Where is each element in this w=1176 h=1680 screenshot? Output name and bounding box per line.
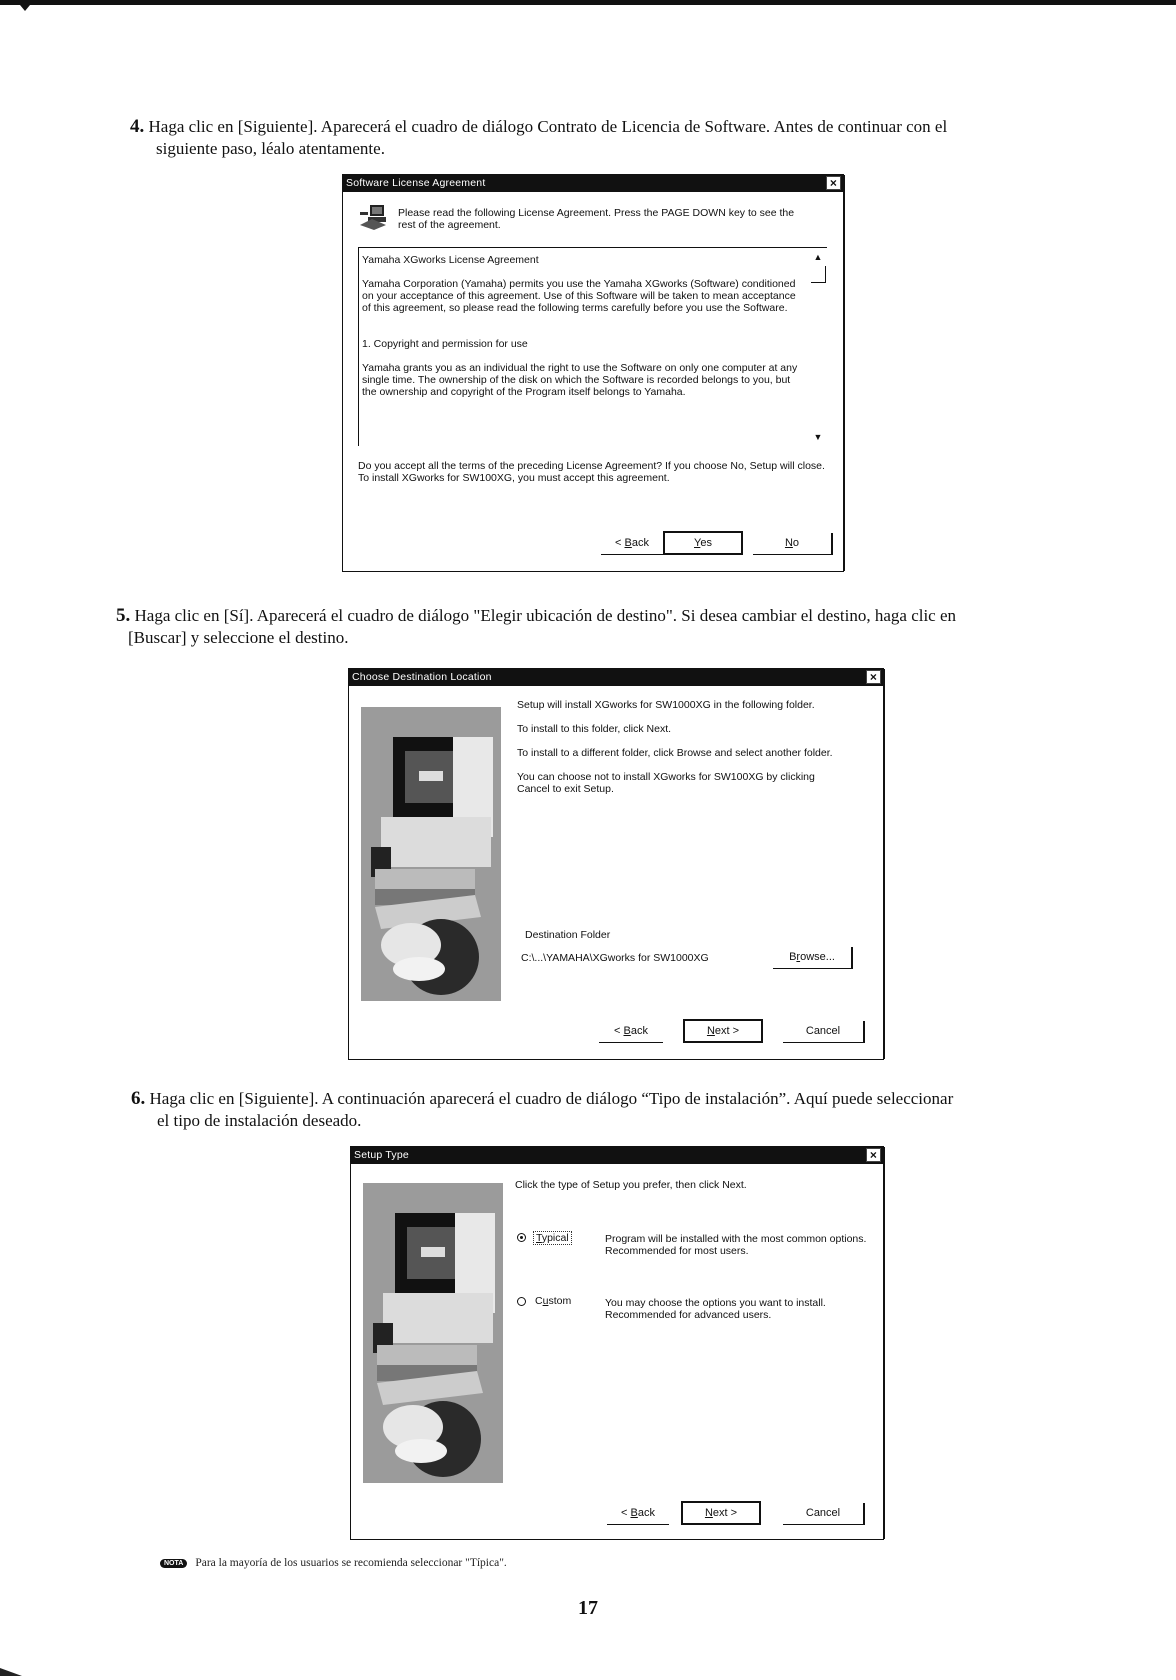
browse-key: r bbox=[796, 951, 801, 963]
step-6 bbox=[131, 1088, 1171, 1132]
step-text-cont: [Buscar] y seleccione el destino. bbox=[128, 628, 349, 647]
step-text-cont: siguiente paso, léalo atentamente. bbox=[156, 139, 385, 158]
license-text bbox=[362, 254, 802, 410]
typical-description: Program will be installed with the most common options. Recommended for most users. bbox=[605, 1233, 867, 1257]
typical-label[interactable] bbox=[533, 1231, 572, 1245]
note-badge: NOTA bbox=[160, 1559, 187, 1568]
note-text: Para la mayoría de los usuarios se recomienda seleccionar "Típica". bbox=[195, 1557, 507, 1569]
instruction-paragraph: To install to this folder, click Next. bbox=[517, 723, 672, 735]
no-rest: o bbox=[792, 537, 800, 549]
custom-description: You may choose the options you want to install. Recommended for advanced users. bbox=[605, 1297, 826, 1321]
crop-mark bbox=[20, 5, 30, 11]
back-rest: ack bbox=[637, 1507, 655, 1519]
back-key: B bbox=[630, 1507, 638, 1519]
no-key: N bbox=[784, 537, 793, 549]
typical-rest: ypical bbox=[541, 1232, 569, 1244]
custom-key: u bbox=[542, 1295, 549, 1307]
scroll-down-icon[interactable]: ▼ bbox=[813, 432, 823, 442]
custom-pre: C bbox=[535, 1295, 543, 1307]
license-dialog bbox=[342, 174, 844, 572]
instruction-paragraph: To install to a different folder, click Browse and select another folder. bbox=[517, 747, 833, 759]
browse-rest: owse... bbox=[800, 951, 835, 963]
accept-question: Do you accept all the terms of the preceding License Agreement? If you choose No, Setup will close. To install XGworks for SW100XG, you must accept this agreement. bbox=[358, 460, 825, 484]
destination-folder-label: Destination Folder bbox=[525, 929, 611, 941]
back-rest: ack bbox=[631, 537, 649, 549]
back-button[interactable] bbox=[607, 1503, 669, 1525]
back-button[interactable] bbox=[601, 533, 663, 555]
no-button[interactable] bbox=[753, 533, 833, 555]
typical-radio[interactable] bbox=[517, 1233, 526, 1242]
setup-type-dialog bbox=[350, 1146, 884, 1540]
close-button[interactable]: × bbox=[826, 176, 841, 190]
yes-button[interactable] bbox=[663, 531, 743, 555]
step-text: Haga clic en [Sí]. Aparecerá el cuadro de diálogo "Elegir ubicación de destino". Si desea cambiar el destino, haga clic en bbox=[134, 606, 957, 625]
step-5 bbox=[116, 605, 1166, 649]
next-rest: ext > bbox=[712, 1507, 738, 1519]
step-4 bbox=[130, 116, 1130, 160]
destination-folder-path: C:\...\YAMAHA\XGworks for SW1000XG bbox=[521, 952, 709, 964]
step-text: Haga clic en [Siguiente]. A continuación aparecerá el cuadro de diálogo “Tipo de instalación”. Aquí puede seleccionar bbox=[149, 1089, 954, 1108]
browse-button[interactable] bbox=[773, 947, 853, 969]
custom-rest: stom bbox=[548, 1295, 572, 1307]
next-button[interactable] bbox=[683, 1019, 763, 1043]
computer-illustration bbox=[363, 1183, 503, 1483]
custom-radio[interactable] bbox=[517, 1297, 526, 1306]
setup-icon bbox=[358, 203, 388, 231]
step-text: Haga clic en [Siguiente]. Aparecerá el cuadro de diálogo Contrato de Licencia de Software. Antes de continuar con el bbox=[148, 117, 948, 136]
back-rest: ack bbox=[630, 1025, 648, 1037]
title-bar bbox=[343, 175, 843, 192]
back-key: B bbox=[623, 1025, 631, 1037]
step-number: 4. bbox=[130, 116, 145, 137]
destination-dialog bbox=[348, 668, 884, 1060]
dialog-shadow-right bbox=[883, 669, 885, 1059]
next-rest: ext > bbox=[714, 1025, 740, 1037]
close-button[interactable]: × bbox=[866, 670, 881, 684]
scroll-up-icon[interactable]: ▲ bbox=[813, 252, 823, 262]
cancel-button[interactable]: Cancel bbox=[783, 1503, 865, 1525]
dialog-shadow-right bbox=[843, 175, 845, 571]
browse-pre: B bbox=[789, 951, 797, 963]
custom-label[interactable] bbox=[535, 1295, 571, 1307]
step-number: 5. bbox=[116, 605, 131, 626]
intro-text: Please read the following License Agreement. Press the PAGE DOWN key to see the rest of the agreement. bbox=[398, 207, 795, 231]
scroll-thumb[interactable] bbox=[811, 266, 826, 283]
back-key: B bbox=[624, 537, 632, 549]
note bbox=[160, 1557, 507, 1569]
yes-key: Y bbox=[694, 537, 701, 549]
typical-key: T bbox=[536, 1232, 542, 1244]
title-bar bbox=[349, 669, 883, 686]
next-key: N bbox=[704, 1507, 713, 1519]
cancel-button[interactable]: Cancel bbox=[783, 1021, 865, 1043]
close-button[interactable]: × bbox=[866, 1148, 881, 1162]
step-text-cont: el tipo de instalación deseado. bbox=[157, 1111, 362, 1130]
top-rule bbox=[0, 0, 1176, 5]
instruction-paragraph: You can choose not to install XGworks for SW100XG by clicking Cancel to exit Setup. bbox=[517, 771, 815, 795]
scrollbar[interactable] bbox=[809, 248, 827, 446]
instruction-paragraph: Setup will install XGworks for SW1000XG in the following folder. bbox=[517, 699, 815, 711]
crop-mark-bottom bbox=[0, 1668, 22, 1676]
computer-illustration bbox=[361, 707, 501, 1001]
license-paragraph: Yamaha Corporation (Yamaha) permits you use the Yamaha XGworks (Software) conditioned on your acceptance of this agreement. Use of this Software will be taken to mean acceptance of this agreement, so please read the following terms carefully before you use the Software. bbox=[362, 278, 796, 314]
title-bar bbox=[351, 1147, 883, 1164]
instructions bbox=[517, 699, 847, 807]
license-paragraph: Yamaha XGworks License Agreement bbox=[362, 254, 539, 266]
next-key: N bbox=[706, 1025, 715, 1037]
dialog-title: Software License Agreement bbox=[346, 177, 486, 189]
yes-rest: es bbox=[700, 537, 712, 549]
dialog-shadow-right bbox=[883, 1147, 885, 1539]
license-paragraph: 1. Copyright and permission for use bbox=[362, 338, 528, 350]
page-number: 17 bbox=[578, 1597, 598, 1619]
back-prefix: < bbox=[621, 1507, 631, 1519]
step-number: 6. bbox=[131, 1088, 146, 1109]
dialog-title: Choose Destination Location bbox=[352, 671, 492, 683]
back-button[interactable] bbox=[599, 1021, 663, 1043]
license-paragraph: Yamaha grants you as an individual the right to use the Software on only one computer at any single time. The ownership of the disk on which the Software is recorded belongs to you, but the ownership and copyright of the Program itself belongs to Yamaha. bbox=[362, 362, 798, 398]
back-prefix: < bbox=[615, 537, 625, 549]
intro-text: Click the type of Setup you prefer, then click Next. bbox=[515, 1179, 747, 1191]
dialog-title: Setup Type bbox=[354, 1149, 409, 1161]
next-button[interactable] bbox=[681, 1501, 761, 1525]
license-textbox[interactable] bbox=[358, 247, 827, 446]
back-prefix: < bbox=[614, 1025, 624, 1037]
